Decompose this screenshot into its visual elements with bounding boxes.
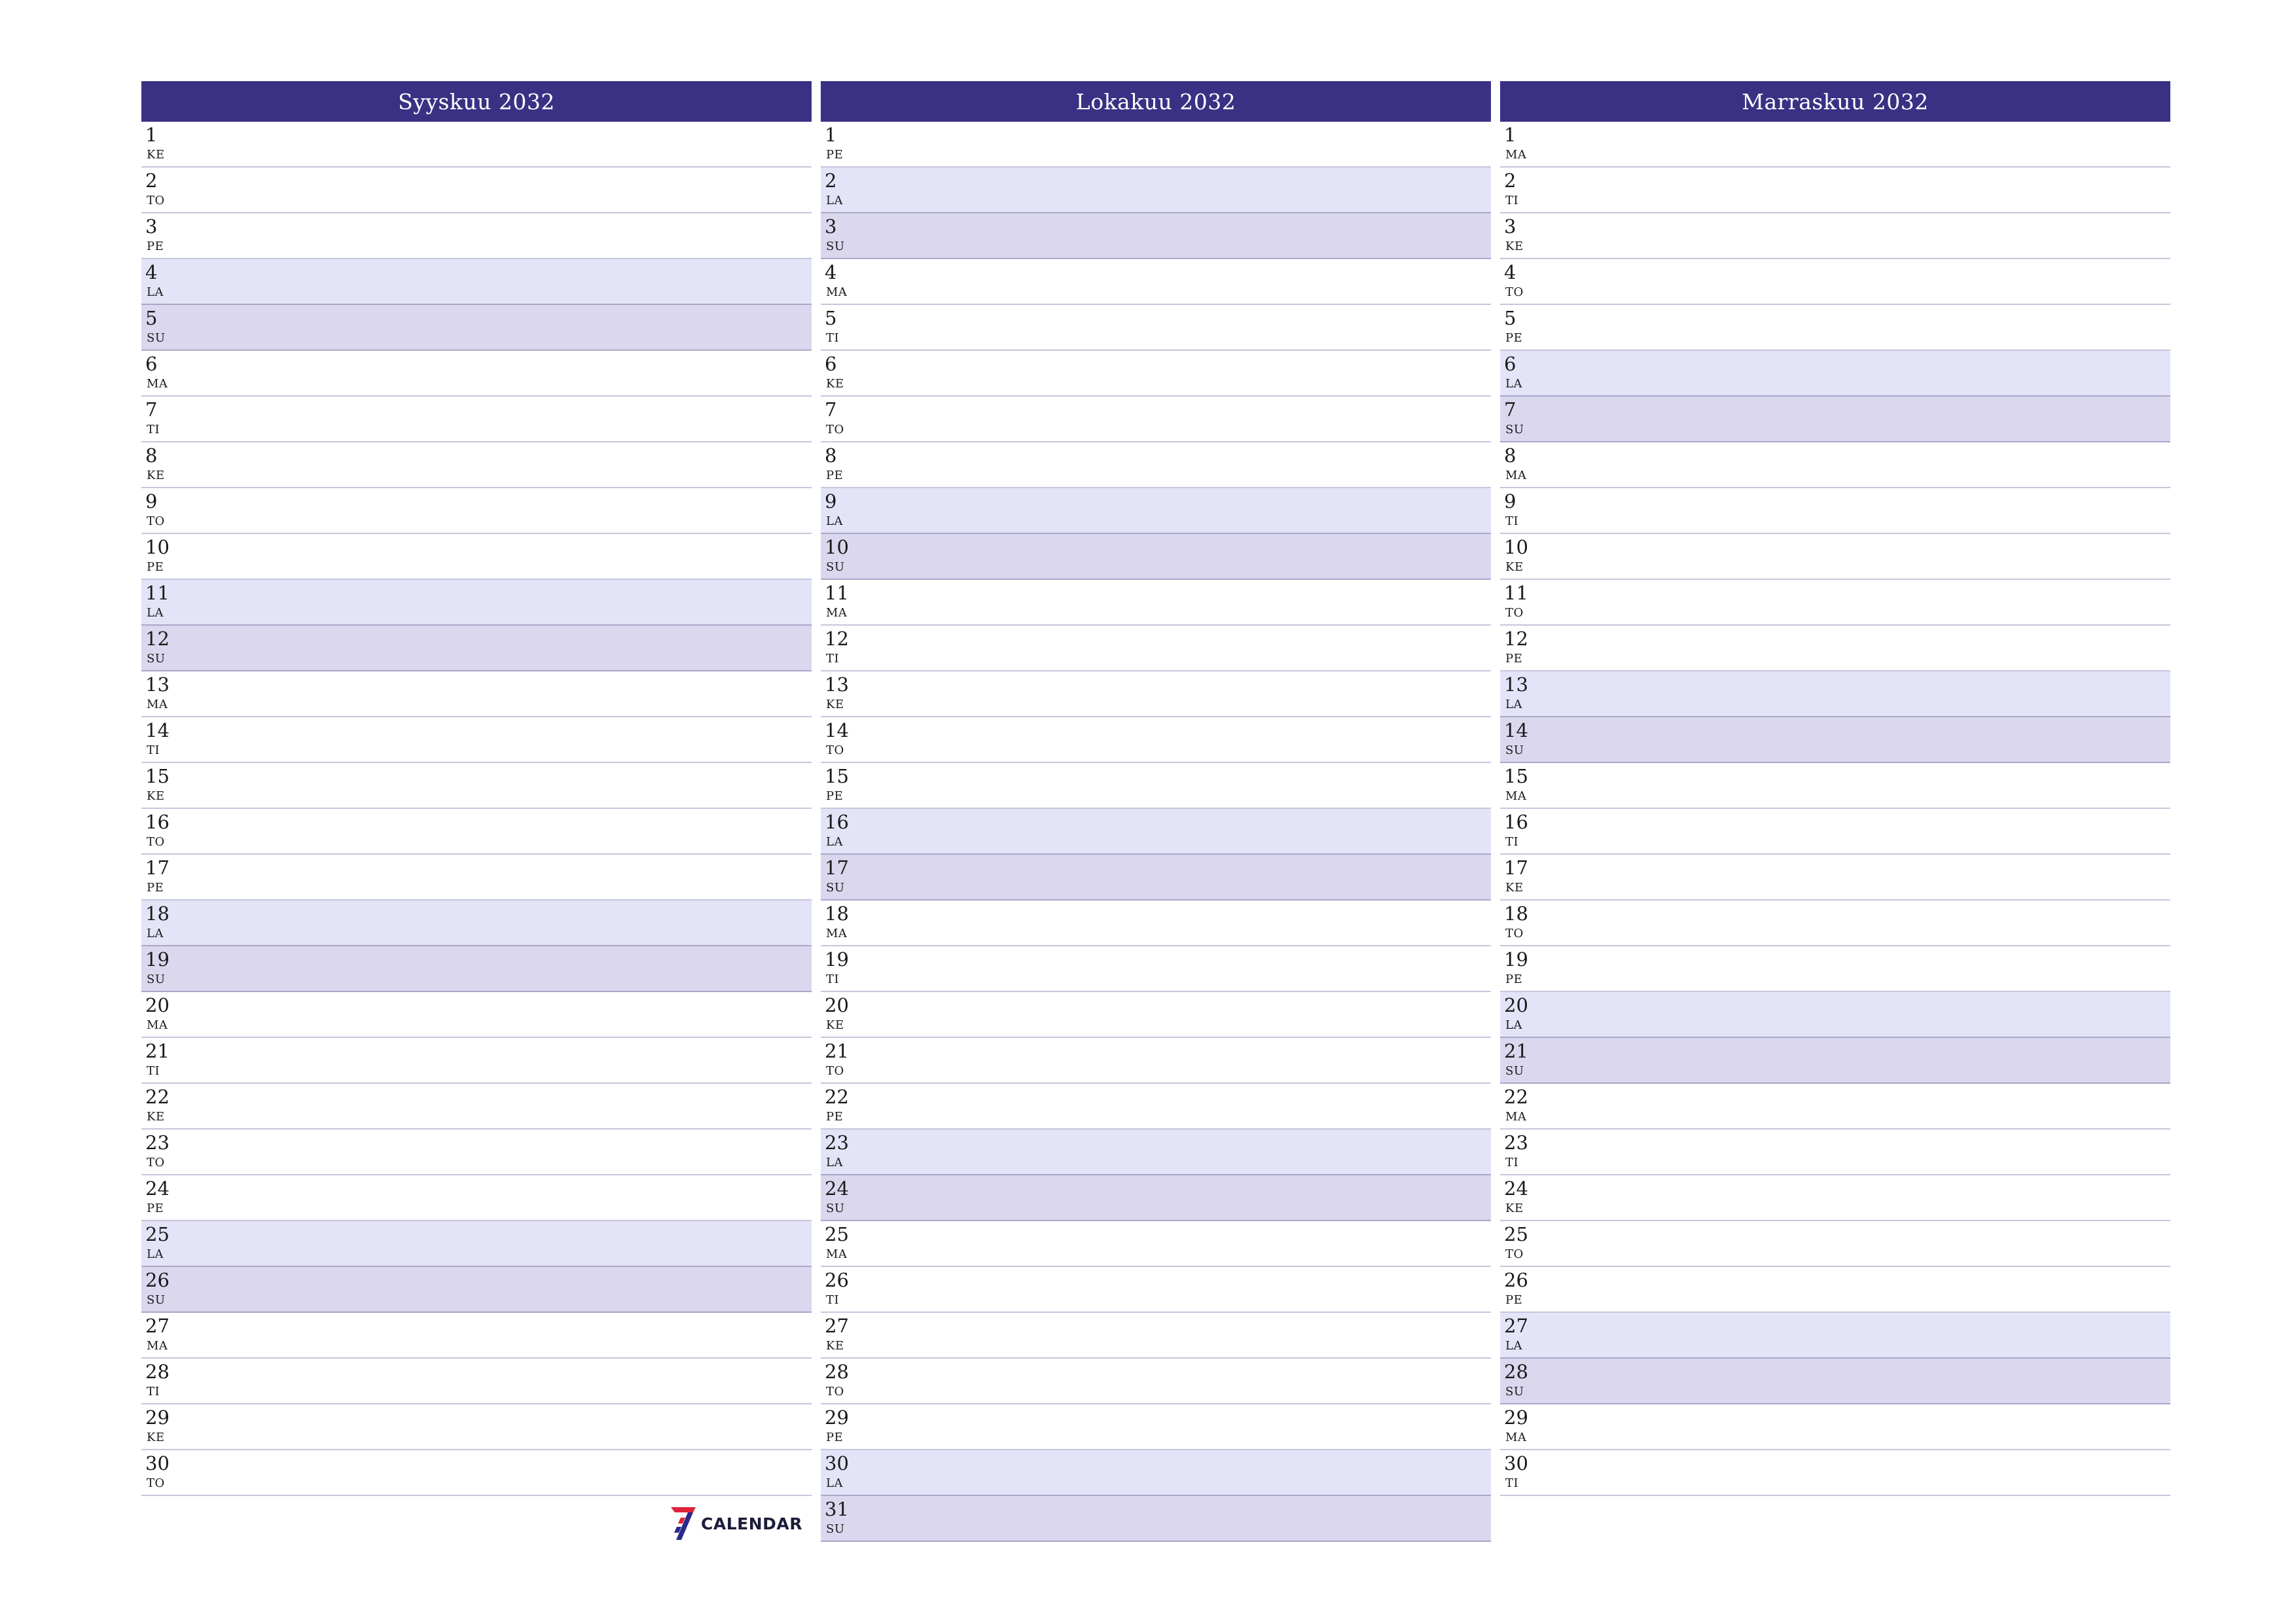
day-number: 15 [825,765,849,787]
day-number: 8 [1504,444,1516,467]
weekday-label: TI [147,743,160,757]
weekday-label: TI [1505,1156,1519,1169]
day-row[interactable] [821,488,1491,534]
day-number: 13 [825,673,849,696]
day-number: 20 [825,994,849,1016]
day-row[interactable] [821,1313,1491,1359]
day-number: 19 [1504,948,1528,971]
weekday-label: TO [147,514,165,528]
weekday-label: TO [147,835,165,849]
day-number: 17 [1504,857,1528,879]
day-number: 19 [145,948,170,971]
day-number: 11 [145,582,170,604]
weekday-label: TO [1505,606,1524,620]
day-number: 13 [1504,673,1528,696]
day-number: 8 [825,444,837,467]
day-row[interactable] [821,1359,1491,1404]
day-row[interactable] [821,213,1491,259]
day-row[interactable] [821,1175,1491,1221]
day-row[interactable] [821,397,1491,442]
weekday-label: LA [147,1247,164,1261]
weekday-label: KE [1505,560,1524,574]
weekday-label: KE [1505,881,1524,895]
day-row[interactable] [141,626,812,671]
day-number: 9 [145,490,158,512]
day-row[interactable] [821,809,1491,855]
day-number: 4 [145,261,158,283]
weekday-label: PE [1505,1293,1523,1307]
day-number: 24 [145,1177,170,1200]
weekday-label: SU [826,560,845,574]
weekday-label: SU [147,331,166,345]
day-row[interactable] [141,442,812,488]
day-number: 6 [145,353,158,375]
day-number: 23 [825,1132,849,1154]
weekday-label: TO [826,1385,844,1399]
weekday-label: TI [147,1064,160,1078]
day-number: 29 [145,1406,170,1429]
day-number: 18 [145,902,170,925]
day-row[interactable] [141,168,812,213]
day-row[interactable] [821,671,1491,717]
weekday-label: TO [1505,927,1524,940]
day-number: 14 [1504,719,1528,741]
day-number: 28 [145,1361,170,1383]
day-number: 22 [825,1086,849,1108]
day-number: 24 [825,1177,849,1200]
weekday-label: TO [147,194,165,207]
calendar-logo [670,1506,802,1541]
weekday-label: PE [147,560,164,574]
day-number: 17 [825,857,849,879]
weekday-label: PE [1505,972,1523,986]
day-number: 17 [145,857,170,879]
day-number: 25 [825,1223,849,1245]
weekday-label: TO [826,743,844,757]
weekday-label: SU [826,240,845,253]
weekday-label: LA [1505,1018,1522,1032]
day-row[interactable] [1500,397,2170,442]
day-row[interactable] [141,305,812,351]
day-row[interactable] [821,168,1491,213]
day-row[interactable] [141,534,812,580]
day-row[interactable] [141,763,812,809]
weekday-label: PE [147,240,164,253]
day-number: 10 [145,536,170,558]
day-row[interactable] [821,442,1491,488]
day-number: 9 [825,490,837,512]
day-row[interactable] [1500,671,2170,717]
weekday-label: KE [826,1339,844,1353]
day-number: 28 [825,1361,849,1383]
day-number: 31 [825,1498,849,1520]
day-row[interactable] [1500,351,2170,397]
day-number: 22 [1504,1086,1528,1108]
weekday-label: SU [147,1293,166,1307]
weekday-label: TI [826,652,840,666]
day-row[interactable] [821,1450,1491,1496]
weekday-label: MA [1505,1431,1527,1444]
day-number: 28 [1504,1361,1528,1383]
day-row[interactable] [141,1221,812,1267]
weekday-label: PE [1505,331,1523,345]
day-number: 7 [145,399,158,421]
day-number: 1 [145,124,158,146]
day-row[interactable] [141,809,812,855]
day-row[interactable] [1500,992,2170,1038]
day-number: 8 [145,444,158,467]
day-number: 2 [825,169,837,192]
weekday-label: MA [826,927,848,940]
weekday-label: TI [826,331,840,345]
weekday-label: SU [826,1202,845,1215]
weekday-label: MA [1505,789,1527,803]
weekday-label: SU [1505,743,1524,757]
day-number: 6 [825,353,837,375]
weekday-label: PE [826,1431,844,1444]
day-row[interactable] [821,305,1491,351]
day-row[interactable] [141,1267,812,1313]
weekday-label: MA [147,698,168,711]
day-number: 26 [145,1269,170,1291]
day-row[interactable] [141,397,812,442]
month-column-october [821,81,1491,1542]
weekday-label: MA [826,1247,848,1261]
day-row[interactable] [1500,855,2170,901]
day-number: 23 [1504,1132,1528,1154]
day-row[interactable] [1500,1450,2170,1496]
day-row[interactable] [141,1313,812,1359]
month-header: Marraskuu 2032 [1500,81,2170,122]
day-number: 26 [825,1269,849,1291]
day-row[interactable] [1500,259,2170,305]
day-row[interactable] [1500,946,2170,992]
day-number: 21 [1504,1040,1528,1062]
day-number: 4 [825,261,837,283]
day-number: 23 [145,1132,170,1154]
day-row[interactable] [821,1404,1491,1450]
day-row[interactable] [821,717,1491,763]
weekday-label: TI [147,1385,160,1399]
weekday-label: PE [826,148,844,162]
day-row[interactable] [141,1450,812,1496]
logo-text: CALENDAR [701,1514,802,1533]
day-row[interactable] [141,488,812,534]
day-number: 26 [1504,1269,1528,1291]
weekday-label: SU [147,652,166,666]
month-column-november [1500,81,2170,1496]
weekday-label: KE [1505,1202,1524,1215]
day-row[interactable] [821,946,1491,992]
day-number: 29 [1504,1406,1528,1429]
weekday-label: TI [826,972,840,986]
day-row[interactable] [1500,488,2170,534]
weekday-label: LA [826,514,843,528]
day-number: 12 [1504,628,1528,650]
weekday-label: TI [826,1293,840,1307]
day-row[interactable] [141,1038,812,1084]
weekday-label: KE [826,698,844,711]
calendar-page [141,81,2155,1547]
day-row[interactable] [1500,168,2170,213]
weekday-label: PE [826,469,844,482]
day-row[interactable] [141,855,812,901]
weekday-label: KE [826,1018,844,1032]
month-column-september [141,81,812,1496]
day-row[interactable] [1500,305,2170,351]
weekday-label: LA [147,927,164,940]
day-row[interactable] [141,1175,812,1221]
weekday-label: MA [147,1339,168,1353]
month-header: Lokakuu 2032 [821,81,1491,122]
day-row[interactable] [821,855,1491,901]
day-row[interactable] [821,259,1491,305]
day-row[interactable] [141,213,812,259]
weekday-label: TO [147,1156,165,1169]
day-list [821,122,1491,1542]
day-list [141,122,812,1496]
weekday-label: SU [147,972,166,986]
day-row[interactable] [821,534,1491,580]
day-number: 4 [1504,261,1516,283]
day-row[interactable] [1500,1221,2170,1267]
day-row[interactable] [141,351,812,397]
day-row[interactable] [821,1130,1491,1175]
day-number: 14 [825,719,849,741]
seven-logo-icon [670,1506,697,1541]
day-number: 3 [145,215,158,238]
weekday-label: MA [147,377,168,391]
day-number: 20 [145,994,170,1016]
day-row[interactable] [1500,901,2170,946]
day-row[interactable] [141,901,812,946]
day-row[interactable] [821,351,1491,397]
day-row[interactable] [141,1130,812,1175]
day-row[interactable] [821,1038,1491,1084]
day-number: 30 [1504,1452,1528,1474]
weekday-label: LA [147,606,164,620]
weekday-label: TO [826,423,844,437]
day-row[interactable] [1500,1038,2170,1084]
day-number: 15 [145,765,170,787]
day-number: 21 [145,1040,170,1062]
day-row[interactable] [1500,626,2170,671]
month-header: Syyskuu 2032 [141,81,812,122]
day-row[interactable] [1500,580,2170,626]
day-number: 16 [145,811,170,833]
weekday-label: LA [1505,1339,1522,1353]
day-number: 3 [1504,215,1516,238]
day-number: 20 [1504,994,1528,1016]
day-number: 27 [1504,1315,1528,1337]
weekday-label: KE [147,1431,165,1444]
weekday-label: TI [147,423,160,437]
day-number: 13 [145,673,170,696]
day-number: 2 [145,169,158,192]
weekday-label: SU [1505,423,1524,437]
weekday-label: SU [1505,1385,1524,1399]
day-row[interactable] [141,946,812,992]
day-number: 16 [825,811,849,833]
weekday-label: SU [826,1522,845,1536]
day-row[interactable] [141,1084,812,1130]
weekday-label: KE [147,469,165,482]
day-number: 7 [1504,399,1516,421]
day-row[interactable] [1500,1084,2170,1130]
day-row[interactable] [1500,1359,2170,1404]
weekday-label: TO [1505,285,1524,299]
weekday-label: LA [1505,377,1522,391]
weekday-label: KE [147,148,165,162]
day-row[interactable] [1500,763,2170,809]
day-number: 24 [1504,1177,1528,1200]
day-row[interactable] [821,1496,1491,1542]
day-row[interactable] [1500,717,2170,763]
day-number: 25 [145,1223,170,1245]
day-row[interactable] [1500,534,2170,580]
day-number: 7 [825,399,837,421]
day-number: 30 [825,1452,849,1474]
day-number: 22 [145,1086,170,1108]
day-number: 12 [825,628,849,650]
day-number: 15 [1504,765,1528,787]
day-number: 14 [145,719,170,741]
weekday-label: KE [147,789,165,803]
day-number: 27 [825,1315,849,1337]
weekday-label: KE [826,377,844,391]
weekday-label: MA [1505,1110,1527,1124]
weekday-label: PE [1505,652,1523,666]
day-number: 6 [1504,353,1516,375]
day-number: 29 [825,1406,849,1429]
day-number: 18 [825,902,849,925]
day-number: 2 [1504,169,1516,192]
day-row[interactable] [1500,1404,2170,1450]
day-row[interactable] [821,626,1491,671]
day-number: 10 [825,536,849,558]
weekday-label: PE [147,881,164,895]
weekday-label: PE [826,1110,844,1124]
weekday-label: PE [147,1202,164,1215]
day-row[interactable] [821,992,1491,1038]
day-number: 5 [145,307,158,329]
weekday-label: TO [147,1476,165,1490]
day-number: 11 [825,582,849,604]
day-row[interactable] [1500,442,2170,488]
day-number: 11 [1504,582,1528,604]
day-row[interactable] [141,671,812,717]
day-row[interactable] [141,259,812,305]
day-row[interactable] [141,717,812,763]
weekday-label: MA [1505,148,1527,162]
day-row[interactable] [1500,809,2170,855]
weekday-label: MA [826,606,848,620]
day-number: 30 [145,1452,170,1474]
day-number: 10 [1504,536,1528,558]
weekday-label: KE [147,1110,165,1124]
day-row[interactable] [1500,1267,2170,1313]
day-number: 1 [825,124,837,146]
day-row[interactable] [821,1221,1491,1267]
weekday-label: TI [1505,1476,1519,1490]
day-row[interactable] [821,1267,1491,1313]
day-row[interactable] [141,122,812,168]
weekday-label: TI [1505,194,1519,207]
day-number: 18 [1504,902,1528,925]
day-row[interactable] [1500,1313,2170,1359]
day-row[interactable] [821,763,1491,809]
weekday-label: MA [147,1018,168,1032]
day-number: 3 [825,215,837,238]
day-row[interactable] [821,1084,1491,1130]
day-number: 9 [1504,490,1516,512]
day-row[interactable] [821,122,1491,168]
weekday-label: LA [826,1476,843,1490]
day-number: 1 [1504,124,1516,146]
weekday-label: LA [1505,698,1522,711]
day-row[interactable] [141,1359,812,1404]
weekday-label: LA [147,285,164,299]
day-row[interactable] [1500,1175,2170,1221]
day-number: 19 [825,948,849,971]
day-row[interactable] [1500,122,2170,168]
day-list [1500,122,2170,1496]
day-number: 21 [825,1040,849,1062]
day-row[interactable] [1500,1130,2170,1175]
weekday-label: SU [826,881,845,895]
weekday-label: TI [1505,835,1519,849]
day-number: 5 [825,307,837,329]
weekday-label: LA [826,835,843,849]
day-row[interactable] [821,580,1491,626]
weekday-label: MA [1505,469,1527,482]
weekday-label: LA [826,194,843,207]
day-number: 27 [145,1315,170,1337]
weekday-label: KE [1505,240,1524,253]
weekday-label: TO [1505,1247,1524,1261]
weekday-label: TO [826,1064,844,1078]
weekday-label: MA [826,285,848,299]
day-row[interactable] [821,901,1491,946]
day-number: 5 [1504,307,1516,329]
weekday-label: SU [1505,1064,1524,1078]
weekday-label: PE [826,789,844,803]
day-row[interactable] [141,992,812,1038]
day-row[interactable] [141,1404,812,1450]
day-row[interactable] [141,580,812,626]
day-number: 16 [1504,811,1528,833]
weekday-label: LA [826,1156,843,1169]
weekday-label: TI [1505,514,1519,528]
day-number: 25 [1504,1223,1528,1245]
day-row[interactable] [1500,213,2170,259]
day-number: 12 [145,628,170,650]
